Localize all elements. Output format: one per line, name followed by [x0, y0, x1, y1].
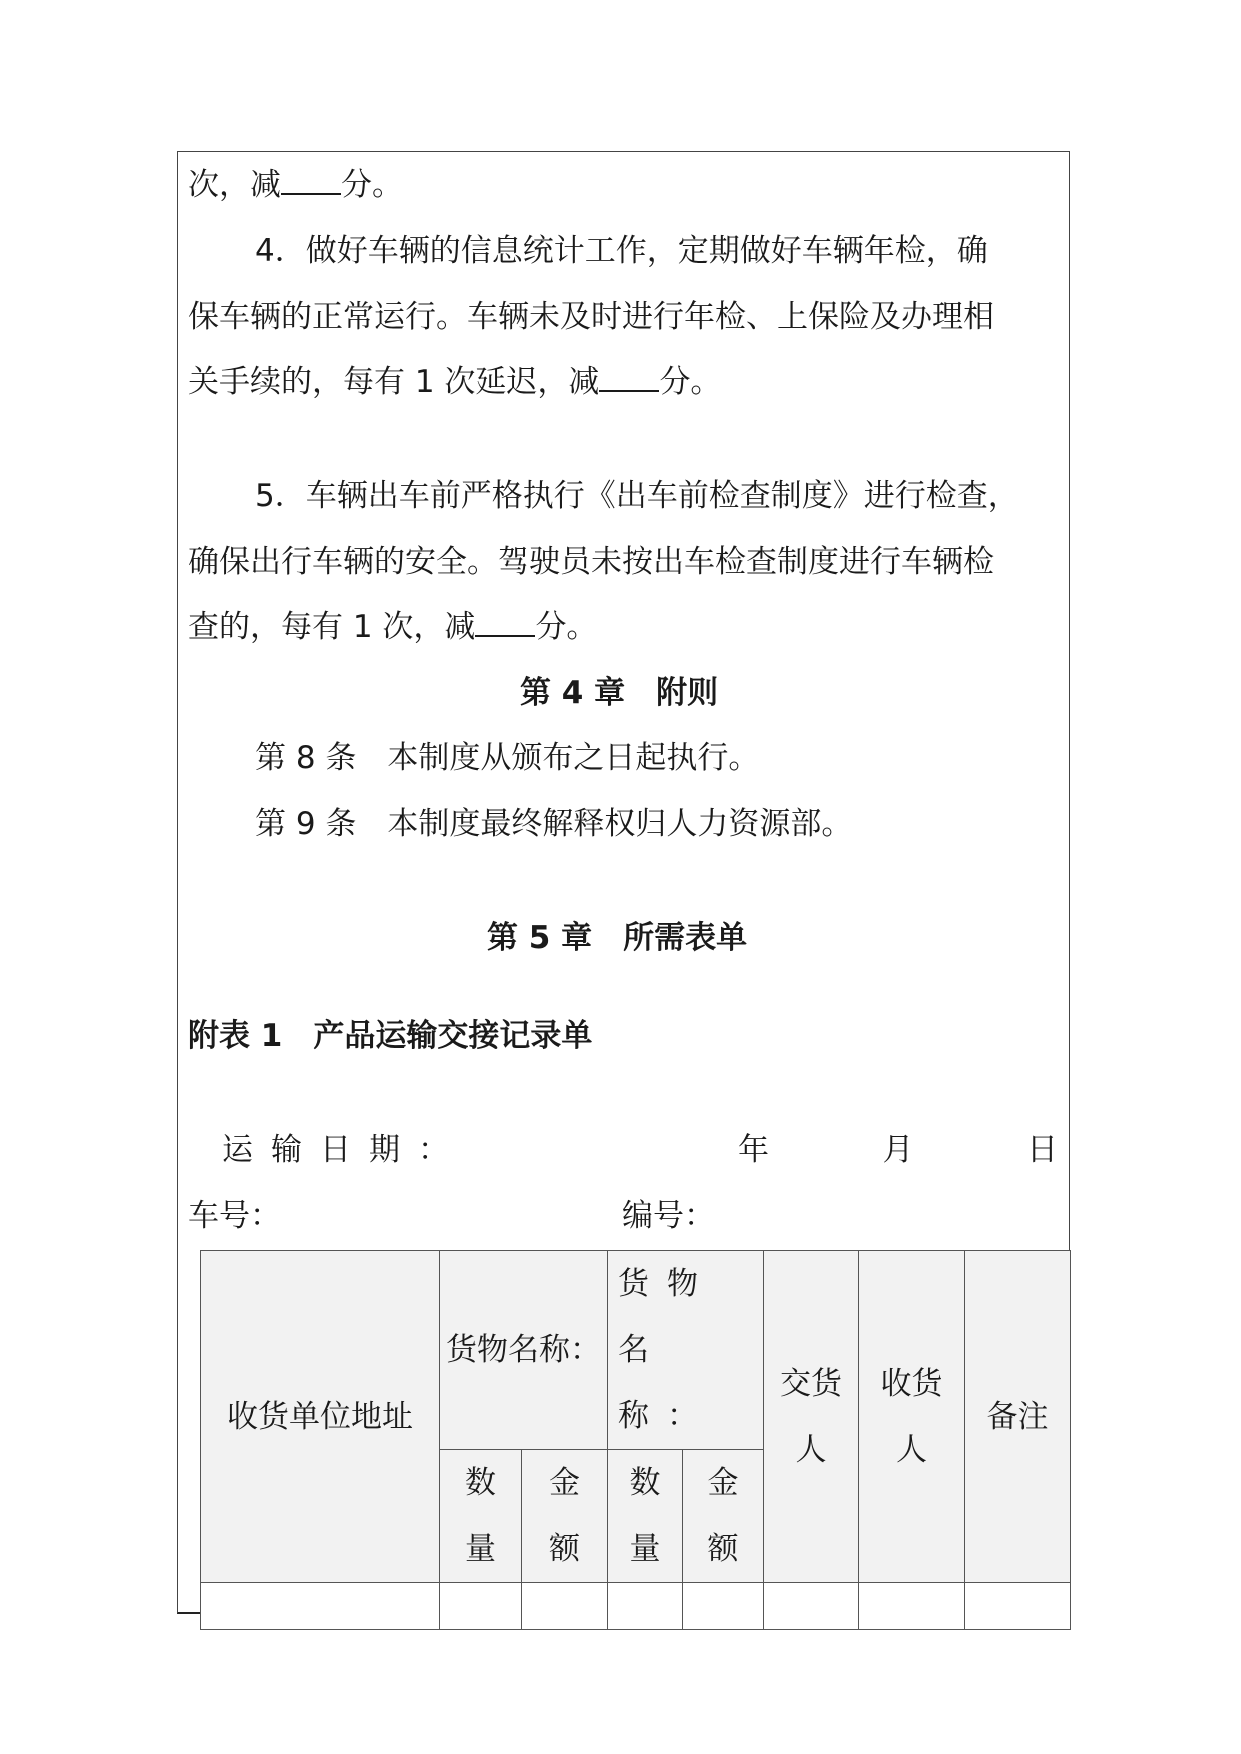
header-deliverer: 交货人 [764, 1251, 859, 1583]
cell-receiver[interactable] [859, 1583, 965, 1630]
year-label: 年 [738, 1132, 769, 1168]
transport-handover-table [200, 1250, 1071, 1630]
header-remarks: 备注 [965, 1251, 1071, 1583]
clause-5-line-1: 5．车辆出车前严格执行《出车前检查制度》进行检查， [255, 478, 1019, 514]
header-quantity-2: 数量 [608, 1450, 683, 1583]
transport-date-label: 运输日期： [222, 1132, 467, 1168]
clause-5-line-2: 确保出行车辆的安全。驾驶员未按出车检查制度进行车辆检 [188, 544, 994, 580]
chapter-5-heading: 第 5 章 所需表单 [487, 920, 748, 956]
header-quantity-1: 数量 [440, 1450, 522, 1583]
cell-amount-1[interactable] [522, 1583, 608, 1630]
appendix-title: 附表 1 产品运输交接记录单 [188, 1018, 593, 1054]
clause-4-line-1: 4．做好车辆的信息统计工作，定期做好车辆年检，确 [255, 233, 988, 269]
score-blank[interactable] [281, 167, 341, 195]
header-amount-1: 金额 [522, 1450, 608, 1583]
article-8: 第 8 条 本制度从颁布之日起执行。 [255, 740, 760, 776]
header-consignee-address: 收货单位地址 [201, 1251, 440, 1583]
cell-remarks[interactable] [965, 1583, 1071, 1630]
cell-quantity-2[interactable] [608, 1583, 683, 1630]
score-blank[interactable] [599, 364, 659, 392]
cell-deliverer[interactable] [764, 1583, 859, 1630]
header-goods-name-1: 货物名称： [440, 1251, 608, 1450]
cell-quantity-1[interactable] [440, 1583, 522, 1630]
cell-address[interactable] [201, 1583, 440, 1630]
car-number-label: 车号： [188, 1198, 281, 1234]
transport-date-row [222, 1130, 1058, 1170]
day-label: 日 [1027, 1132, 1058, 1168]
clause-3-tail: 次，减 分。 [188, 167, 403, 203]
table-row [201, 1583, 1071, 1630]
clause-4-line-2: 保车辆的正常运行。车辆未及时进行年检、上保险及办理相 [188, 299, 994, 335]
chapter-4-heading: 第 4 章 附则 [520, 675, 719, 711]
cell-amount-2[interactable] [683, 1583, 764, 1630]
clause-5-line-3: 查的，每有 1 次，减 分。 [188, 609, 598, 645]
header-goods-name-2: 货物名称： [608, 1251, 764, 1450]
clause-4-line-3: 关手续的，每有 1 次延迟，减 分。 [188, 364, 722, 400]
header-receiver: 收货人 [859, 1251, 965, 1583]
month-label: 月 [882, 1132, 914, 1168]
header-amount-2: 金额 [683, 1450, 764, 1583]
score-blank[interactable] [475, 609, 535, 637]
serial-number-label: 编号： [622, 1198, 715, 1234]
article-9: 第 9 条 本制度最终解释权归人力资源部。 [255, 806, 853, 842]
